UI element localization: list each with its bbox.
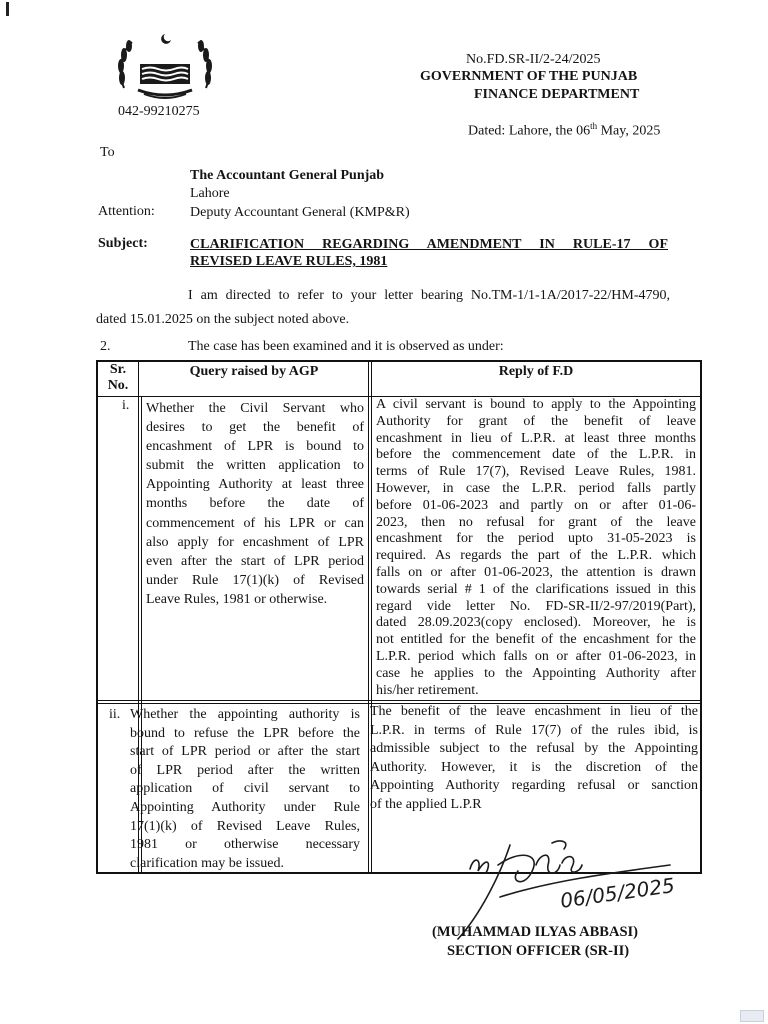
paragraph-2-number: 2. (100, 339, 111, 354)
reply-line: admissible subject to the refusal by the Appointing (370, 741, 698, 757)
row-2-query (130, 706, 360, 873)
row-2-reply (370, 703, 698, 815)
phone-number: 042-99210275 (118, 104, 200, 119)
letter-date: Dated: Lahore, the 06th May, 2025 (468, 121, 661, 139)
punjab-emblem-icon (110, 28, 220, 106)
reply-line: L.P.R. in terms of Rule 17(7) of the rules ibid, is (370, 722, 698, 738)
query-line: 1981 or otherwise necessary (130, 837, 360, 853)
reply-line: before 01-06-2023 and partly on or after 01-06- (376, 497, 696, 513)
reply-line: not entitled for the benefit of the encashment for the (376, 632, 696, 648)
row-1-sr: i. (122, 398, 130, 413)
reply-line: falls on or after 01-06-2023, the attention is drawn (376, 564, 696, 580)
officer-designation: SECTION OFFICER (SR-II) (447, 943, 630, 959)
query-line: Leave Rules, 1981 or otherwise. (146, 591, 328, 607)
query-line: months before the date of (146, 496, 364, 512)
reply-line: Authority. However, it is the discretion of the (370, 759, 698, 775)
reply-line: Authority for grant of the benefit of leave (376, 413, 696, 429)
query-line: start of LPR period or after the start (130, 744, 360, 760)
header-sr-no: Sr. No. (107, 362, 129, 393)
query-line: commencement of his LPR or can (146, 515, 364, 531)
reply-line: L.P.R. period which falls on or after 01-06-2023, in (376, 648, 696, 664)
reply-line: required. As regards the part of the L.P.R. which (376, 548, 696, 564)
addressee-name: The Accountant General Punjab (190, 168, 385, 183)
query-line: application of civil servant to (130, 781, 360, 797)
subject-label: Subject: (98, 236, 148, 251)
row-2-sr: ii. (109, 707, 121, 722)
query-line: encashment of LPR is bound to (146, 439, 364, 455)
query-line: desires to get the benefit of (146, 420, 364, 436)
query-line: submit the written application to (146, 458, 364, 474)
query-line: Appointing Authority at least three (146, 477, 364, 493)
query-line: clarification may be issued. (130, 855, 284, 871)
reply-line: of the applied L.P.R (370, 796, 482, 812)
query-line: of LPR period after the written (130, 762, 360, 778)
page-mark (6, 2, 9, 16)
attention-value: Deputy Accountant General (KMP&R) (190, 205, 410, 220)
addressee-city: Lahore (190, 186, 230, 201)
scanner-stamp (740, 1010, 764, 1022)
query-line: Appointing Authority under Rule (130, 799, 360, 815)
query-line: under Rule 17(1)(k) of Revised (146, 572, 364, 588)
query-line: 17(1)(k) of Revised Leave Rules, (130, 818, 360, 834)
reply-line: regard vide letter No. FD-SR-II/2-97/2019(Part), (376, 598, 696, 614)
reply-line: his/her retirement. (376, 682, 479, 698)
query-line: bound to refuse the LPR before the (130, 725, 360, 741)
to-label: To (100, 145, 115, 160)
reply-line: 2023, then no refusal for grant of the leave (376, 514, 696, 530)
query-line: Whether the appointing authority is (130, 707, 360, 722)
row-1-reply (376, 397, 696, 699)
signature-date: 06/05/2025 (558, 873, 677, 913)
reply-line: terms of Rule 17(7), Revised Leave Rules, 1981. (376, 464, 696, 480)
paragraph-1-line-2: dated 15.01.2025 on the subject noted above. (96, 312, 350, 327)
reply-line: However, in case the L.P.R. period falls partly (376, 480, 696, 496)
paragraph-2-text: The case has been examined and it is observed as under: (188, 339, 504, 354)
reply-line: A civil servant is bound to apply to the Appointing (376, 397, 696, 412)
subject-line-1: CLARIFICATION REGARDING AMENDMENT IN RULE-17 OF (190, 237, 668, 252)
query-line: Whether the Civil Servant who (146, 401, 364, 416)
attention-label: Attention: (98, 204, 155, 219)
clarification-table (96, 360, 702, 874)
reply-line: Appointing Authority regarding refusal or sanction (370, 778, 698, 794)
reply-line: towards serial # 1 of the clarifications issued in this (376, 581, 696, 597)
officer-name: (MUHAMMAD ILYAS ABBASI) (432, 924, 638, 940)
query-line: also apply for encashment of LPR (146, 534, 364, 550)
reference-number: No.FD.SR-II/2-24/2025 (466, 52, 601, 67)
reply-line: The benefit of the leave encashment in lieu of the (370, 704, 698, 719)
header-reply: Reply of F.D (498, 364, 574, 379)
query-line: even after the start of LPR period (146, 553, 364, 569)
reply-line: before the commencement date of the L.P.R. in (376, 447, 696, 463)
paragraph-1-line-1: I am directed to refer to your letter bearing No.TM-1/1-1A/2017-22/HM-4790, (188, 288, 670, 303)
government-heading: GOVERNMENT OF THE PUNJAB (420, 69, 638, 84)
row-1-query (146, 399, 364, 609)
reply-line: encashment in lieu of L.P.R. at least three months (376, 430, 696, 446)
reply-line: case he applies to the Appointing Authority after (376, 665, 696, 681)
subject-line-2: REVISED LEAVE RULES, 1981 (190, 254, 388, 269)
reply-line: encashment for the period upto 31-05-2023 is (376, 531, 696, 547)
reply-line: dated 28.09.2023(copy enclosed). Moreover, he is (376, 615, 696, 631)
header-query: Query raised by AGP (189, 364, 319, 379)
department-heading: FINANCE DEPARTMENT (474, 87, 640, 102)
